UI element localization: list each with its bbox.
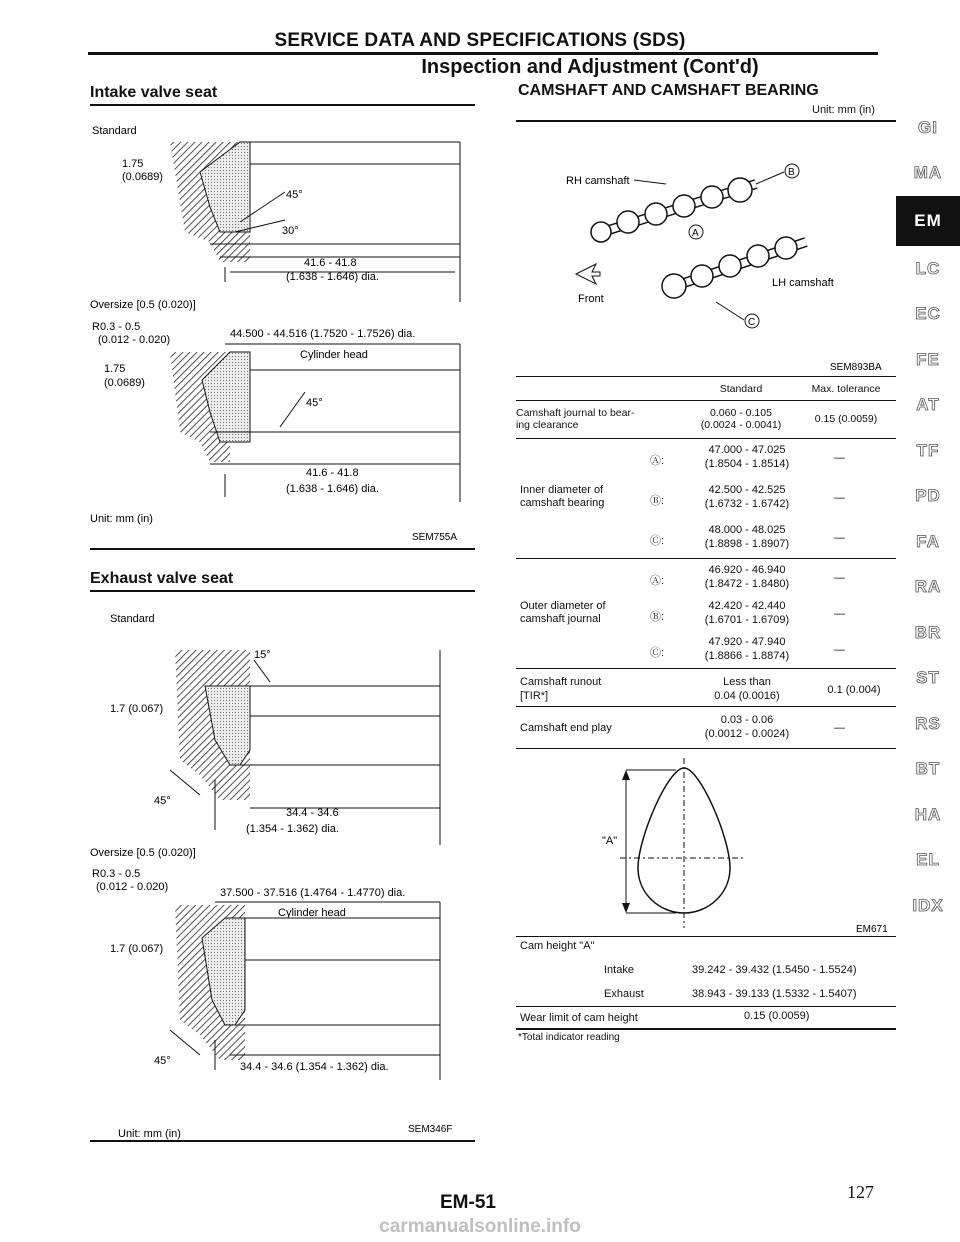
marker-c: C [748,317,756,328]
exhaust-angle-15: 15° [254,649,271,661]
inner-marker-a: Ⓐ: [650,455,665,467]
inner-c-max: — [834,532,845,544]
tab-idx[interactable]: IDX [912,895,944,915]
intake-cyl-head: Cylinder head [300,349,368,361]
outer-label-1: Outer diameter of [520,600,606,612]
exhaust-valve-seat-diagram [90,600,480,1140]
intake-dia2-in: (1.638 - 1.646) dia. [286,483,379,495]
page-subtitle: Inspection and Adjustment (Cont'd) [421,56,759,78]
inner-b1: 42.500 - 42.525 [708,484,786,496]
inner-c1: 48.000 - 48.025 [708,524,786,536]
intake-unit: Unit: mm (in) [90,513,153,525]
exhaust-standard-label: Standard [110,613,155,625]
row-journal-clearance-l2: ing clearance [516,419,579,431]
front-label: Front [578,293,604,305]
tab-pd[interactable]: PD [915,486,941,506]
wear-limit-label: Wear limit of cam height [520,1012,638,1024]
inner-a2: (1.8504 - 1.8514) [704,458,790,470]
endplay-label: Camshaft end play [520,722,612,734]
cam-exhaust-value: 38.943 - 39.133 (1.5332 - 1.5407) [692,988,857,1000]
runout-std-2: 0.04 (0.0016) [714,690,780,702]
cam-intake-value: 39.242 - 39.432 (1.5450 - 1.5524) [692,964,857,976]
exhaust-bore-dia: 37.500 - 37.516 (1.4764 - 1.4770) dia. [220,887,406,899]
tab-em[interactable]: EM [896,196,960,246]
exhaust-bottom-rule [90,1140,475,1142]
inner-c2: (1.8898 - 1.8907) [704,538,790,550]
intake-oversize-label: Oversize [0.5 (0.020)] [90,299,196,311]
intake-angle2-45: 45° [306,397,323,409]
tab-bt[interactable]: BT [915,759,941,779]
outer-marker-a: Ⓐ: [650,575,665,587]
watermark: carmanualsonline.info [379,1216,581,1237]
endplay-rule [516,748,896,749]
camshaft-heading: CAMSHAFT AND CAMSHAFT BEARING [518,82,819,99]
cam-height-rule [516,1006,896,1007]
intake-bore-dia: 44.500 - 44.516 (1.7520 - 1.7526) dia. [230,328,416,340]
camshaft-diagram [516,124,896,374]
inner-diameter-block [516,440,896,558]
outer-marker-b: Ⓑ: [650,611,665,623]
intake-angle-45: 45° [286,189,303,201]
footnote: *Total indicator reading [518,1032,620,1043]
exhaust-seat-width2: 1.7 (0.067) [110,943,164,955]
outer-c2: (1.8866 - 1.8874) [704,650,790,662]
intake-seat-width: 1.75 [122,158,144,170]
exhaust-unit: Unit: mm (in) [118,1128,181,1140]
cam-height-label: Cam height "A" [520,940,595,952]
front-arrow-icon [576,264,600,284]
intake-standard-label: Standard [92,125,137,137]
outer-marker-c: Ⓒ: [650,647,665,659]
table-top-rule [516,376,896,377]
tab-ra[interactable]: RA [914,577,942,597]
outer-b-max: — [834,608,845,620]
outer-b2: (1.6701 - 1.6709) [704,614,790,626]
intake-fig-code: SEM755A [412,532,458,543]
tab-rs[interactable]: RS [915,713,941,733]
tab-ec[interactable]: EC [915,304,941,324]
runout-max: 0.1 (0.004) [827,684,881,696]
inner-label-1: Inner diameter of [520,484,604,496]
marker-a: A [692,228,699,239]
wear-rule [516,1028,896,1030]
intake-r-val: R0.3 - 0.5 [92,321,141,333]
row-journal-clearance-l1: Camshaft journal to bear- [516,407,635,419]
outer-c1: 47.920 - 47.940 [708,636,786,648]
page-header-title: SERVICE DATA AND SPECIFICATIONS (SDS) [274,30,686,51]
tab-at[interactable]: AT [916,395,940,415]
journal-clearance-max: 0.15 (0.0059) [814,413,878,425]
runout-rule [516,706,896,707]
intake-heading: Intake valve seat [90,84,218,101]
inner-marker-b: Ⓑ: [650,495,665,507]
tab-el[interactable]: EL [916,850,940,870]
section-tabs [896,105,960,929]
tab-st[interactable]: ST [916,668,940,688]
exhaust-rule [90,590,475,592]
exhaust-cyl-head: Cylinder head [278,907,346,919]
outer-a-max: — [834,572,845,584]
cam-exhaust-label: Exhaust [604,988,644,1000]
exhaust-angle-45: 45° [154,795,171,807]
tab-tf[interactable]: TF [916,440,940,460]
intake-dia-in: (1.638 - 1.646) dia. [286,271,379,283]
outer-a1: 46.920 - 46.940 [708,564,786,576]
endplay-std-2: (0.0012 - 0.0024) [704,728,790,740]
intake-valve-seat-diagram [90,112,480,552]
exhaust-heading: Exhaust valve seat [90,570,234,587]
tab-lc[interactable]: LC [915,258,941,278]
tab-ha[interactable]: HA [914,804,942,824]
col-max-tolerance: Max. tolerance [811,382,881,395]
col-standard: Standard [719,382,763,395]
exhaust-r-val: R0.3 - 0.5 [92,868,141,880]
inner-b-max: — [834,492,845,504]
camshaft-unit: Unit: mm (in) [812,104,875,116]
rh-camshaft-graphic [591,178,756,242]
cam-intake-label: Intake [604,964,634,976]
intake-bottom-rule [90,548,475,550]
spec-table [516,378,896,439]
tab-fe[interactable]: FE [916,349,940,369]
journal-clearance-std2: (0.0024 - 0.0041) [700,419,782,431]
endplay-max: — [834,722,845,734]
tab-ma[interactable]: MA [913,163,943,183]
inner-a1: 47.000 - 47.025 [708,444,786,456]
intake-dia2: 41.6 - 41.8 [306,467,359,479]
tab-br[interactable]: BR [914,622,942,642]
cam-fig-code: EM671 [856,924,888,935]
inner-b2: (1.6732 - 1.6742) [704,498,790,510]
intake-seat-width-in: (0.0689) [122,171,163,183]
runout-label-2: [TIR*] [520,690,549,702]
outer-rule [516,668,896,669]
outer-a2: (1.8472 - 1.8480) [704,578,790,590]
runout-std-1: Less than [723,676,771,688]
inner-rule [516,558,896,559]
exhaust-seat-width: 1.7 (0.067) [110,703,164,715]
outer-c-max: — [834,644,845,656]
inner-label-2: camshaft bearing [520,497,605,509]
outer-diameter-block [516,560,896,668]
exhaust-r-val-in: (0.012 - 0.020) [96,881,169,893]
exhaust-dia-in: (1.354 - 1.362) dia. [246,823,339,835]
intake-rule [90,104,475,106]
exhaust-dia: 34.4 - 34.6 [286,807,339,819]
runout-row [516,670,896,706]
cam-lobe-diagram [580,758,900,938]
exhaust-angle2-45: 45° [154,1055,171,1067]
outer-b1: 42.420 - 42.440 [708,600,786,612]
inner-a-max: — [834,452,845,464]
rh-camshaft-label: RH camshaft [566,175,630,187]
intake-dia: 41.6 - 41.8 [304,257,357,269]
page-number: 127 [847,1182,874,1202]
wear-limit-value: 0.15 (0.0059) [744,1010,810,1022]
inner-marker-c: Ⓒ: [650,535,665,547]
intake-angle-30: 30° [282,225,299,237]
intake-seat-width2-in: (0.0689) [104,377,145,389]
intake-seat-width2: 1.75 [104,363,126,375]
intake-r-val-in: (0.012 - 0.020) [98,334,171,346]
outer-label-2: camshaft journal [520,613,601,625]
camshaft-rule [516,120,896,122]
cam-a-label: "A" [602,835,618,847]
page-code: EM-51 [440,1192,496,1213]
endplay-std-1: 0.03 - 0.06 [720,714,774,726]
runout-label-1: Camshaft runout [520,676,602,688]
journal-clearance-std1: 0.060 - 0.105 [710,407,772,419]
lh-camshaft-label: LH camshaft [772,277,834,289]
endplay-row [516,708,896,748]
exhaust-dia2: 34.4 - 34.6 (1.354 - 1.362) dia. [240,1061,389,1073]
camshaft-fig-code: SEM893BA [830,362,882,373]
marker-b: B [788,167,795,178]
tab-gi[interactable]: GI [918,117,938,137]
cam-fig-rule [516,936,896,937]
exhaust-fig-code: SEM346F [408,1124,453,1135]
header-rule [88,52,878,55]
tab-fa[interactable]: FA [916,531,940,551]
exhaust-oversize-label: Oversize [0.5 (0.020)] [90,847,196,859]
